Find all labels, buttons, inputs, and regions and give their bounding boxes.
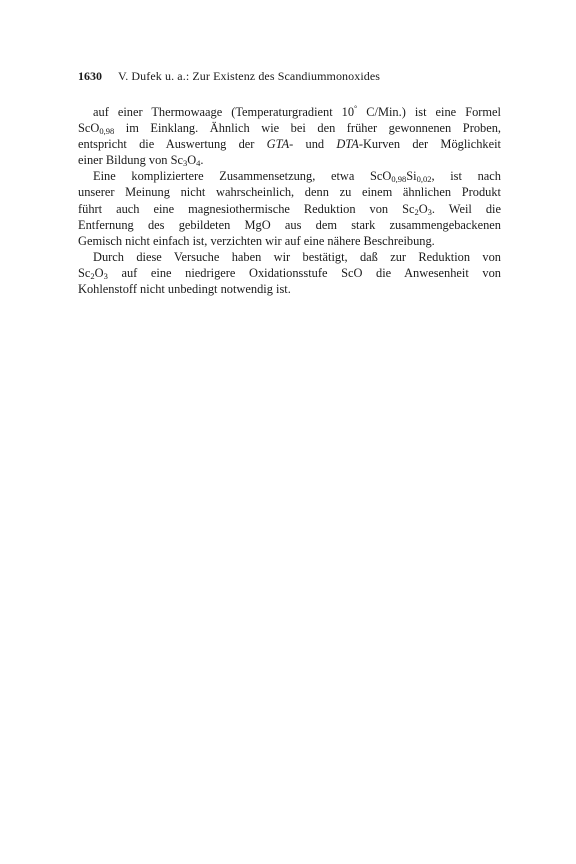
text-segment: Eine kompliziertere Zusammensetzung, etwa ScO [93, 169, 392, 184]
text-segment: C/Min.) ist eine Formel [357, 105, 501, 119]
text-segment: auf eine niedrigere Oxidationsstufe ScO die Anwesenheit von [107, 265, 501, 280]
subscript: 0,98 [99, 126, 115, 137]
text-segment: einer Bildung von Sc [78, 153, 183, 168]
text-segment: entspricht die Auswertung der [78, 137, 267, 152]
text-line [78, 265, 501, 281]
superscript: ° [354, 104, 358, 113]
subscript: 4 [196, 158, 201, 169]
text-segment: auf einer Thermowaage (Temperaturgradient 10 [93, 105, 355, 119]
text-segment: Entfernung des gebildeten MgO aus dem stark zusammengebackenen [78, 217, 501, 232]
page-header [78, 68, 501, 84]
text-line [78, 168, 501, 184]
text-segment: O [418, 201, 428, 216]
paragraph [78, 249, 501, 297]
document-page [78, 68, 501, 297]
text-segment: Durch diese Versuche haben wir bestätigt, daß zur Reduktion von [93, 249, 501, 264]
text-segment: im Einklang. Ähnlich wie bei den früher gewonnenen Proben, [114, 121, 501, 136]
text-segment: unserer Meinung nicht wahrscheinlich, denn zu einem ähnlichen Produkt [78, 185, 501, 200]
text-segment: O [94, 265, 104, 280]
page-number: 1630 [78, 69, 102, 83]
subscript: 2 [414, 206, 419, 217]
text-segment: Si [406, 169, 417, 184]
text-segment: -Kurven der Möglichkeit [358, 137, 501, 152]
italic-text: GTA [266, 137, 290, 152]
text-line [78, 249, 501, 265]
text-line [78, 104, 501, 120]
text-line [78, 201, 501, 217]
italic-text: DTA [336, 137, 359, 152]
subscript: 3 [182, 158, 188, 169]
paragraph [78, 168, 501, 248]
text-segment: Sc [78, 265, 91, 280]
text-line [78, 184, 501, 200]
running-title: V. Dufek u. a.: Zur Existenz des Scandiummonoxides [118, 69, 381, 83]
text-line [78, 120, 501, 136]
subscript: 0,02 [416, 174, 432, 185]
paragraph [78, 104, 501, 168]
text-segment: . Weil die [431, 201, 501, 216]
text-segment: . [200, 153, 204, 168]
subscript: 3 [103, 270, 108, 281]
text-line [78, 281, 501, 297]
text-segment: Gemisch nicht einfach ist, verzichten wir auf eine nähere Beschreibung. [78, 233, 435, 248]
text-segment: ScO [78, 121, 100, 136]
text-segment: O [187, 153, 197, 168]
text-line [78, 233, 501, 249]
text-segment: führt auch eine magnesiothermische Reduktion von Sc [78, 201, 415, 216]
text-segment: , ist nach [431, 169, 502, 184]
text-segment: - und [289, 137, 337, 152]
subscript: 0,98 [391, 174, 407, 185]
body-text [78, 104, 501, 297]
subscript: 2 [90, 270, 95, 281]
text-line [78, 217, 501, 233]
text-segment: Kohlenstoff nicht unbedingt notwendig ist. [78, 282, 291, 297]
text-line [78, 152, 501, 168]
subscript: 3 [427, 206, 432, 217]
text-line [78, 136, 501, 152]
